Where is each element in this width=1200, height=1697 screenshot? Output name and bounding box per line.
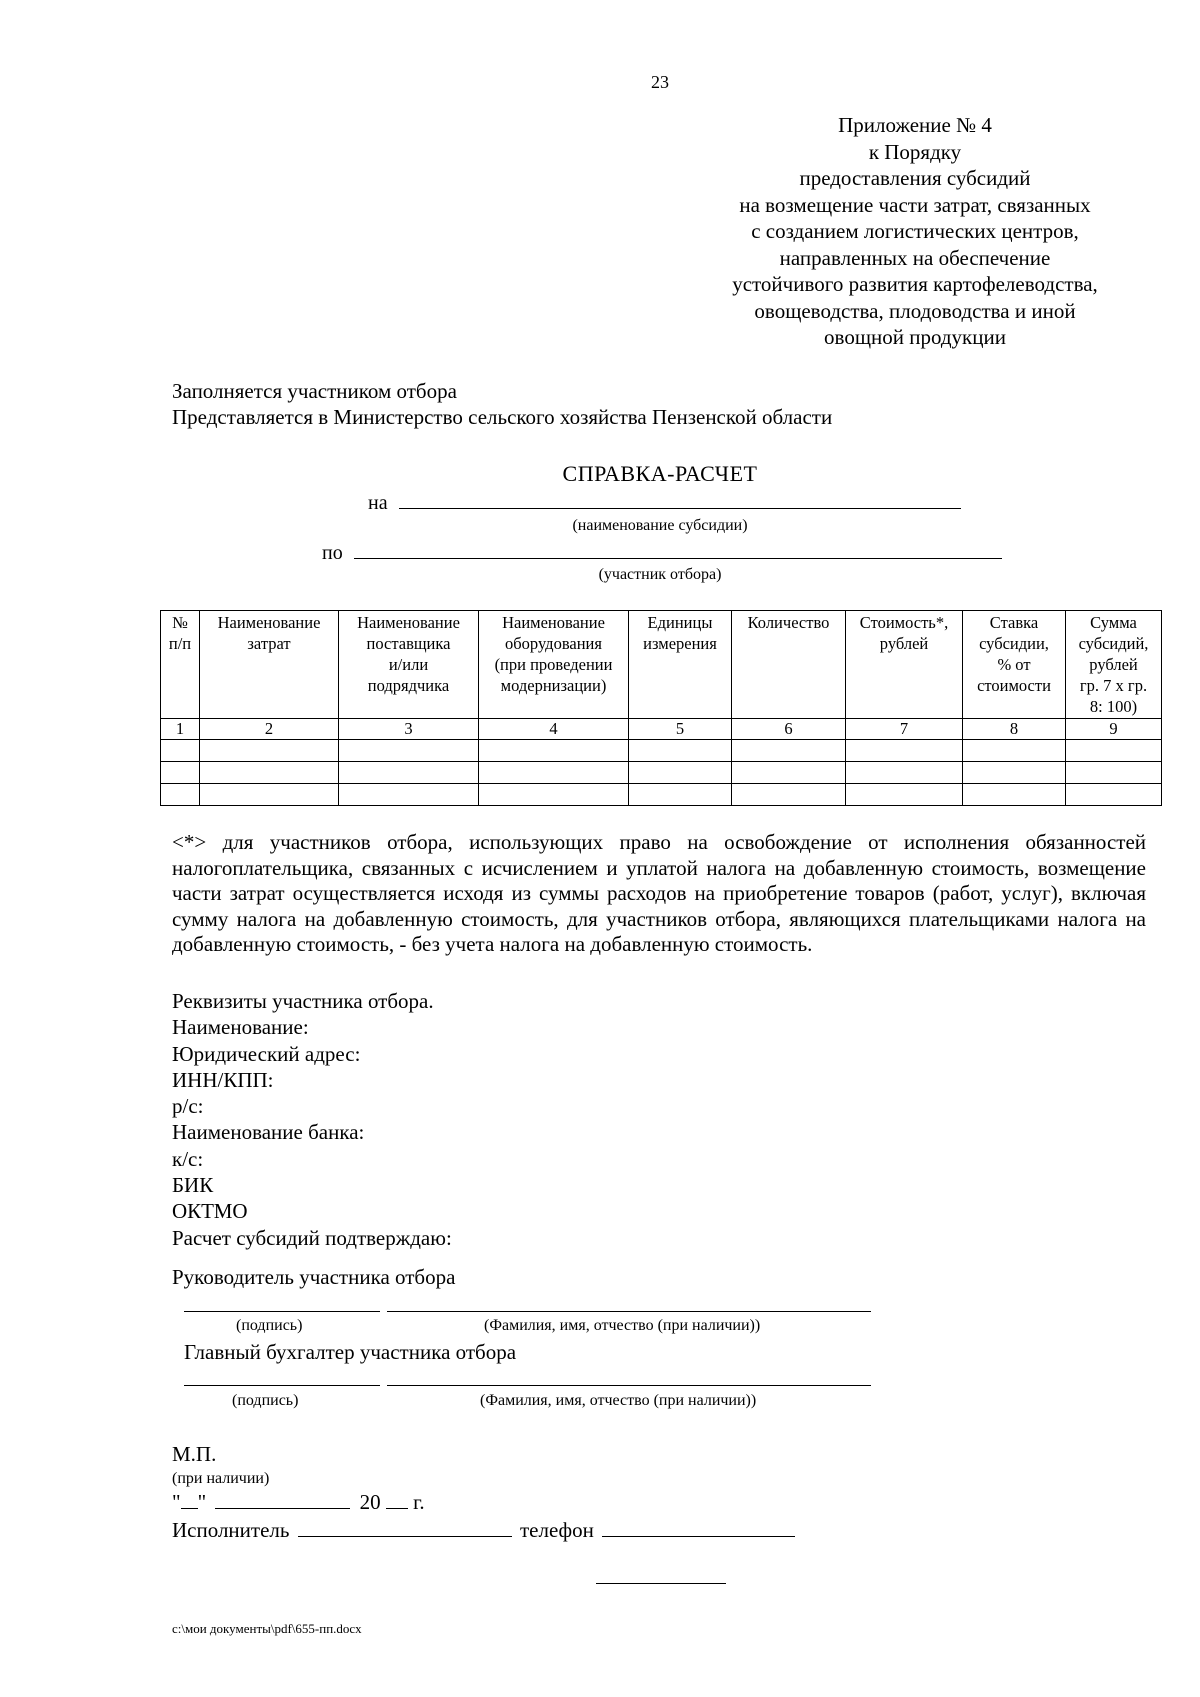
column-number: 9 bbox=[1066, 719, 1162, 740]
appendix-line: к Порядку bbox=[868, 139, 962, 164]
table-cell[interactable] bbox=[339, 762, 479, 784]
appendix-line: на возмещение части затрат, связанных bbox=[739, 192, 1091, 217]
column-number: 7 bbox=[846, 719, 963, 740]
table-cell[interactable] bbox=[732, 784, 846, 806]
header-cell: Наименование оборудования (при проведении модернизации) bbox=[479, 611, 629, 719]
header-cell: Сумма субсидий, рублей гр. 7 x гр. 8: 100) bbox=[1066, 611, 1162, 719]
requisite-name: Наименование: bbox=[172, 1015, 309, 1040]
requisites-block bbox=[172, 988, 452, 1251]
table-cell[interactable] bbox=[846, 762, 963, 784]
header-cell: Стоимость*, рублей bbox=[846, 611, 963, 719]
date-day-blank bbox=[181, 1494, 198, 1509]
chief-accountant-label: Главный бухгалтер участника отбора bbox=[184, 1340, 517, 1364]
stamp-label: М.П. bbox=[172, 1442, 217, 1466]
table-cell[interactable] bbox=[339, 784, 479, 806]
column-number: 3 bbox=[339, 719, 479, 740]
date-quote-close: " bbox=[197, 1490, 207, 1514]
phone-label: телефон bbox=[519, 1518, 594, 1542]
appendix-line: овощной продукции bbox=[824, 325, 1006, 349]
requisites-heading: Реквизиты участника отбора. bbox=[172, 989, 434, 1013]
table-cell[interactable] bbox=[200, 762, 339, 784]
appendix-line: предоставления субсидий bbox=[799, 166, 1031, 190]
column-number: 8 bbox=[963, 719, 1066, 740]
table-cell[interactable] bbox=[479, 762, 629, 784]
table-cell[interactable] bbox=[963, 784, 1066, 806]
header-cell: Наименование поставщика и/или подрядчика bbox=[339, 611, 479, 719]
head-signature-line[interactable] bbox=[184, 1311, 380, 1312]
date-year-prefix: 20 bbox=[359, 1490, 381, 1514]
appendix-line: устойчивого развития картофелеводства, bbox=[732, 272, 1098, 296]
subsidy-name-field[interactable] bbox=[368, 492, 961, 515]
subsidy-prefix: на bbox=[368, 492, 388, 514]
date-quote-open: " bbox=[172, 1490, 181, 1514]
head-fio-line[interactable] bbox=[387, 1311, 871, 1312]
requisite-corr-account: к/с: bbox=[172, 1146, 204, 1171]
appendix-line: Приложение № 4 bbox=[838, 113, 992, 137]
requisite-inn-kpp: ИНН/КПП: bbox=[172, 1067, 274, 1092]
subsidy-caption: (наименование субсидии) bbox=[572, 517, 748, 534]
requisite-bik: БИК bbox=[172, 1173, 214, 1198]
column-number: 2 bbox=[200, 719, 339, 740]
table-cell[interactable] bbox=[161, 740, 200, 762]
appendix-line: направленных на обеспечение bbox=[779, 245, 1051, 270]
table-cell[interactable] bbox=[963, 740, 1066, 762]
head-fio-caption: (Фамилия, имя, отчество (при наличии)) bbox=[484, 1317, 761, 1334]
executor-blank bbox=[298, 1522, 512, 1537]
requisite-oktmo: ОКТМО bbox=[172, 1199, 248, 1224]
table-cell[interactable] bbox=[846, 740, 963, 762]
file-path: c:\мои документы\pdf\655-пп.docx bbox=[172, 1621, 362, 1636]
date-line[interactable] bbox=[172, 1490, 425, 1515]
table-cell[interactable] bbox=[732, 762, 846, 784]
table-row bbox=[161, 762, 1162, 784]
participant-underline bbox=[354, 544, 1002, 559]
head-label: Руководитель участника отбора bbox=[172, 1265, 456, 1289]
participant-prefix: по bbox=[322, 542, 343, 564]
accountant-fio-line[interactable] bbox=[387, 1385, 871, 1386]
executor-label: Исполнитель bbox=[172, 1518, 290, 1542]
header-cell: № п/п bbox=[161, 611, 200, 719]
accountant-signature-caption: (подпись) bbox=[232, 1392, 299, 1409]
date-year-blank bbox=[386, 1494, 408, 1509]
column-number: 1 bbox=[161, 719, 200, 740]
stamp-note: (при наличии) bbox=[172, 1470, 270, 1487]
table-cell[interactable] bbox=[200, 784, 339, 806]
executor-line[interactable] bbox=[172, 1518, 795, 1543]
table-cell[interactable] bbox=[846, 784, 963, 806]
head-signature-caption: (подпись) bbox=[236, 1317, 303, 1334]
table-cell[interactable] bbox=[732, 740, 846, 762]
phone-blank bbox=[602, 1522, 795, 1537]
header-cell: Количество bbox=[732, 611, 846, 719]
requisite-account: р/с: bbox=[172, 1094, 204, 1119]
column-number: 6 bbox=[732, 719, 846, 740]
header-cell: Наименование затрат bbox=[200, 611, 339, 719]
table-cell[interactable] bbox=[200, 740, 339, 762]
document-title: СПРАВКА-РАСЧЕТ bbox=[562, 461, 758, 486]
table-cell[interactable] bbox=[479, 784, 629, 806]
header-cell: Ставка субсидии, % от стоимости bbox=[963, 611, 1066, 719]
table-row bbox=[161, 784, 1162, 806]
participant-field[interactable] bbox=[322, 542, 1002, 565]
intro-block bbox=[172, 378, 832, 430]
table-cell[interactable] bbox=[1066, 784, 1162, 806]
participant-caption: (участник отбора) bbox=[598, 566, 722, 583]
table-header-row bbox=[161, 611, 1162, 719]
table-cell[interactable] bbox=[963, 762, 1066, 784]
column-number: 4 bbox=[479, 719, 629, 740]
column-number: 5 bbox=[629, 719, 732, 740]
table-cell[interactable] bbox=[161, 784, 200, 806]
subsidy-name-underline bbox=[399, 494, 961, 509]
table-cell[interactable] bbox=[479, 740, 629, 762]
accountant-signature-line[interactable] bbox=[184, 1385, 380, 1386]
calculation-table bbox=[160, 610, 1162, 806]
confirmation-line: Расчет субсидий подтверждаю: bbox=[172, 1225, 452, 1250]
table-cell[interactable] bbox=[339, 740, 479, 762]
table-cell[interactable] bbox=[161, 762, 200, 784]
table-cell[interactable] bbox=[629, 740, 732, 762]
intro-fill-note: Заполняется участником отбора bbox=[172, 379, 457, 403]
table-cell[interactable] bbox=[1066, 762, 1162, 784]
page-number: 23 bbox=[651, 72, 669, 92]
appendix-line: овощеводства, плодоводства и иной bbox=[754, 298, 1076, 323]
date-month-blank bbox=[215, 1494, 350, 1509]
header-cell: Единицы измерения bbox=[629, 611, 732, 719]
table-row bbox=[161, 740, 1162, 762]
table-cell[interactable] bbox=[1066, 740, 1162, 762]
appendix-block bbox=[690, 112, 1140, 351]
accountant-fio-caption: (Фамилия, имя, отчество (при наличии)) bbox=[480, 1392, 757, 1409]
table-cell[interactable] bbox=[629, 762, 732, 784]
footnote: <*> для участников отбора, использующих право на освобождение от исполнения обязанностей налогоплательщика, связанных с исчислением и уплатой налога на добавленную стоимость, возмещение части затрат осуществляется исходя из суммы расходов на приобретение товаров (работ, услуг), включая сумму налога на добавленную стоимость, для участников отбора, являющихся плательщиками налога на добавленную стоимость, - без учета налога на добавленную стоимость. bbox=[172, 830, 1146, 957]
requisite-legal-address: Юридический адрес: bbox=[172, 1041, 361, 1066]
requisite-bank-name: Наименование банка: bbox=[172, 1120, 365, 1145]
appendix-line: с созданием логистических центров, bbox=[751, 219, 1079, 243]
table-cell[interactable] bbox=[629, 784, 732, 806]
intro-submit-note: Представляется в Министерство сельского хозяйства Пензенской области bbox=[172, 405, 833, 429]
date-year-suffix: г. bbox=[413, 1490, 425, 1514]
column-number-row bbox=[161, 719, 1162, 740]
closing-rule bbox=[596, 1583, 726, 1584]
